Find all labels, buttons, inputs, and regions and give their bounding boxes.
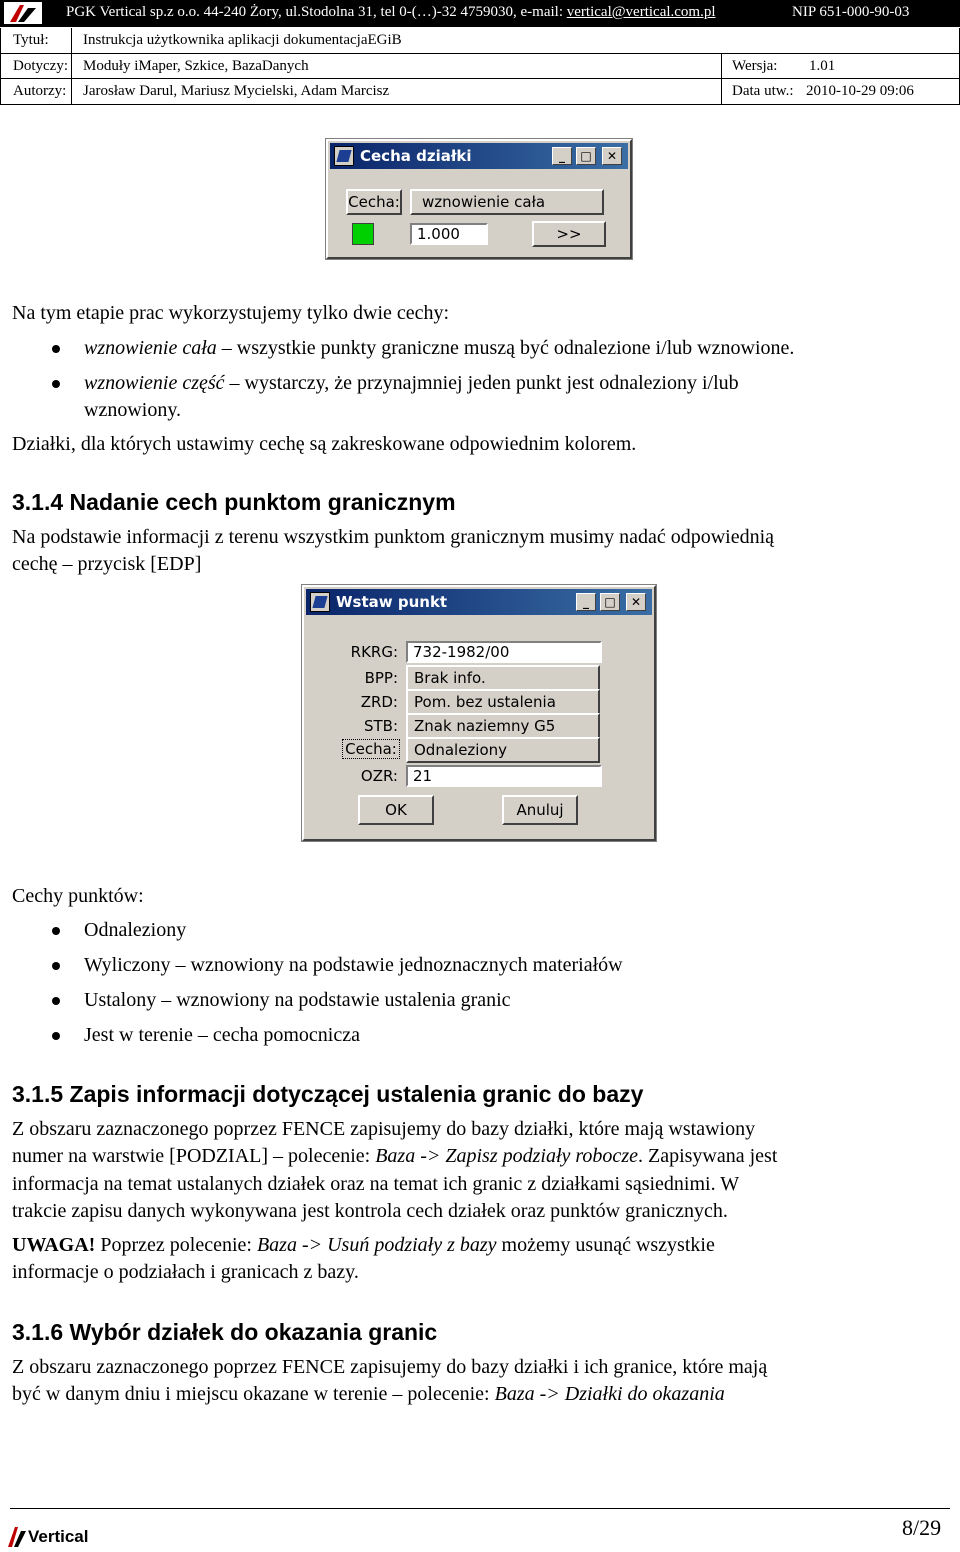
maximize-icon[interactable]: □ — [600, 593, 620, 611]
bullet — [52, 345, 60, 353]
stb-button[interactable]: Znak naziemny G5 — [406, 713, 600, 739]
minimize-icon[interactable]: _ — [576, 593, 596, 611]
outro-text: Działki, dla których ustawimy cechę są zakreskowane odpowiednim kolorem. — [12, 433, 637, 455]
maximize-icon[interactable]: □ — [576, 147, 596, 165]
paragraph-line: numer na warstwie [PODZIAL] – polecenie: Baza -> Zapisz podziały robocze. Zapisywana jest — [12, 1145, 778, 1167]
rkrg-label: RKRG: — [350, 643, 398, 661]
list-item-continued: wznowiony. — [84, 399, 182, 421]
dialog-wstaw-punkt — [302, 585, 656, 841]
paragraph-line: Z obszaru zaznaczonego poprzez FENCE zapisujemy do bazy działki, które mają wstawiony — [12, 1118, 756, 1140]
paragraph-line: Na podstawie informacji z terenu wszystkim punktom granicznym musimy nadać odpowiednią — [12, 526, 775, 548]
cecha-button[interactable]: Cecha: — [346, 189, 402, 215]
warning-label: UWAGA! — [12, 1234, 96, 1256]
list-item: Wyliczony – wznowiony na podstawie jednoznacznych materiałów — [84, 954, 623, 976]
version-label: Wersja: — [732, 58, 778, 74]
stb-label: STB: — [363, 717, 398, 735]
features-heading: Cechy punktów: — [12, 885, 144, 907]
section-heading-3-1-6: 3.1.6 Wybór działek do okazania granic — [12, 1319, 438, 1345]
bullet — [52, 997, 60, 1005]
bullet — [52, 380, 60, 388]
ok-button[interactable]: OK — [358, 795, 434, 825]
rkrg-field[interactable]: 732-1982/00 — [406, 641, 602, 663]
list-item: Jest w terenie – cecha pomocnicza — [84, 1024, 360, 1046]
vertical-logo-icon — [6, 1525, 28, 1549]
list-item: wznowienie cała – wszystkie punkty graniczne muszą być odnalezione i/lub wznowione. — [84, 337, 795, 359]
app-icon — [310, 592, 330, 612]
footer-divider — [10, 1508, 950, 1509]
footer-brand — [6, 1524, 146, 1550]
authors-value: Jarosław Darul, Mariusz Mycielski, Adam Marcisz — [83, 83, 390, 99]
number-field[interactable]: 1.000 — [410, 223, 488, 245]
next-button[interactable]: >> — [532, 221, 606, 247]
title-label: Tytuł: — [13, 32, 49, 48]
close-icon[interactable]: ✕ — [602, 147, 622, 165]
dialog-title: Cecha działki — [360, 147, 472, 165]
dialog-cecha-dzialki — [326, 139, 632, 259]
bpp-button[interactable]: Brak info. — [406, 665, 600, 691]
paragraph-line: UWAGA! Poprzez polecenie: Baza -> Usuń podziały z bazy możemy usunąć wszystkie — [12, 1234, 715, 1256]
header-row-authors — [1, 78, 959, 104]
date-label: Data utw.: — [732, 83, 794, 99]
company-info: PGK Vertical sp.z o.o. 44-240 Żory, ul.Stodolna 31, tel 0-(…)-32 4759030, e-mail: vertical@vertical.com.pl — [66, 4, 716, 20]
paragraph-line: cechę – przycisk [EDP] — [12, 553, 202, 575]
paragraph-line: informacja na temat ustalanych działek oraz na temat ich granic z działkami sąsiednimi. W — [12, 1173, 740, 1195]
ozr-label: OZR: — [360, 767, 398, 785]
paragraph-line: trakcie zapisu danych wykonywana jest kontrola cech działek oraz punktów granicznych. — [12, 1200, 728, 1222]
nip-number: NIP 651-000-90-03 — [792, 4, 910, 20]
header-table — [0, 28, 960, 105]
bpp-label: BPP: — [364, 669, 398, 687]
list-item: Ustalony – wznowiony na podstawie ustalenia granic — [84, 989, 511, 1011]
cecha-value-button[interactable]: wznowienie cała — [410, 189, 604, 215]
concerns-value: Moduły iMaper, Szkice, BazaDanych — [83, 58, 309, 74]
cancel-button[interactable]: Anuluj — [502, 795, 578, 825]
header-bar — [0, 0, 960, 27]
paragraph-line: być w danym dniu i miejscu okazane w terenie – polecenie: Baza -> Działki do okazania — [12, 1383, 725, 1405]
close-icon[interactable]: ✕ — [626, 593, 646, 611]
dialog-title: Wstaw punkt — [336, 593, 448, 611]
vertical-logo-icon — [4, 2, 42, 24]
section-heading-3-1-4: 3.1.4 Nadanie cech punktom granicznym — [12, 489, 456, 515]
section-heading-3-1-5: 3.1.5 Zapis informacji dotyczącej ustalenia granic do bazy — [12, 1081, 644, 1107]
concerns-label: Dotyczy: — [13, 58, 68, 74]
bullet — [52, 1032, 60, 1040]
authors-label: Autorzy: — [13, 83, 67, 99]
list-item: wznowienie część – wystarczy, że przynajmniej jeden punkt jest odnaleziony i/lub — [84, 372, 739, 394]
email-link[interactable]: vertical@vertical.com.pl — [566, 4, 716, 20]
date-value: 2010-10-29 09:06 — [806, 83, 914, 99]
intro-text: Na tym etapie prac wykorzystujemy tylko dwie cechy: — [12, 302, 450, 324]
paragraph-line: informacje o podziałach i granicach z bazy. — [12, 1261, 359, 1283]
footer-brand-text: Vertical — [28, 1527, 89, 1546]
bullet — [52, 962, 60, 970]
header-row-concerns — [1, 53, 959, 79]
ozr-field[interactable]: 21 — [406, 765, 602, 787]
list-item: Odnaleziony — [84, 919, 187, 941]
dialog-titlebar — [330, 143, 628, 169]
header-row-title — [1, 28, 959, 53]
cecha-button[interactable]: Odnaleziony — [406, 737, 600, 763]
version-value: 1.01 — [809, 58, 836, 74]
zrd-label: ZRD: — [360, 693, 398, 711]
zrd-button[interactable]: Pom. bez ustalenia — [406, 689, 600, 715]
app-icon — [334, 146, 354, 166]
cecha-label[interactable]: Cecha: — [342, 739, 400, 759]
bullet — [52, 927, 60, 935]
paragraph-line: Z obszaru zaznaczonego poprzez FENCE zapisujemy do bazy działki i ich granice, które mają — [12, 1356, 768, 1378]
minimize-icon[interactable]: _ — [552, 147, 572, 165]
page-number: 8/29 — [902, 1515, 942, 1540]
dialog-titlebar — [306, 589, 652, 615]
title-value: Instrukcja użytkownika aplikacji dokumentacjaEGiB — [83, 32, 402, 48]
color-indicator[interactable] — [352, 223, 374, 245]
